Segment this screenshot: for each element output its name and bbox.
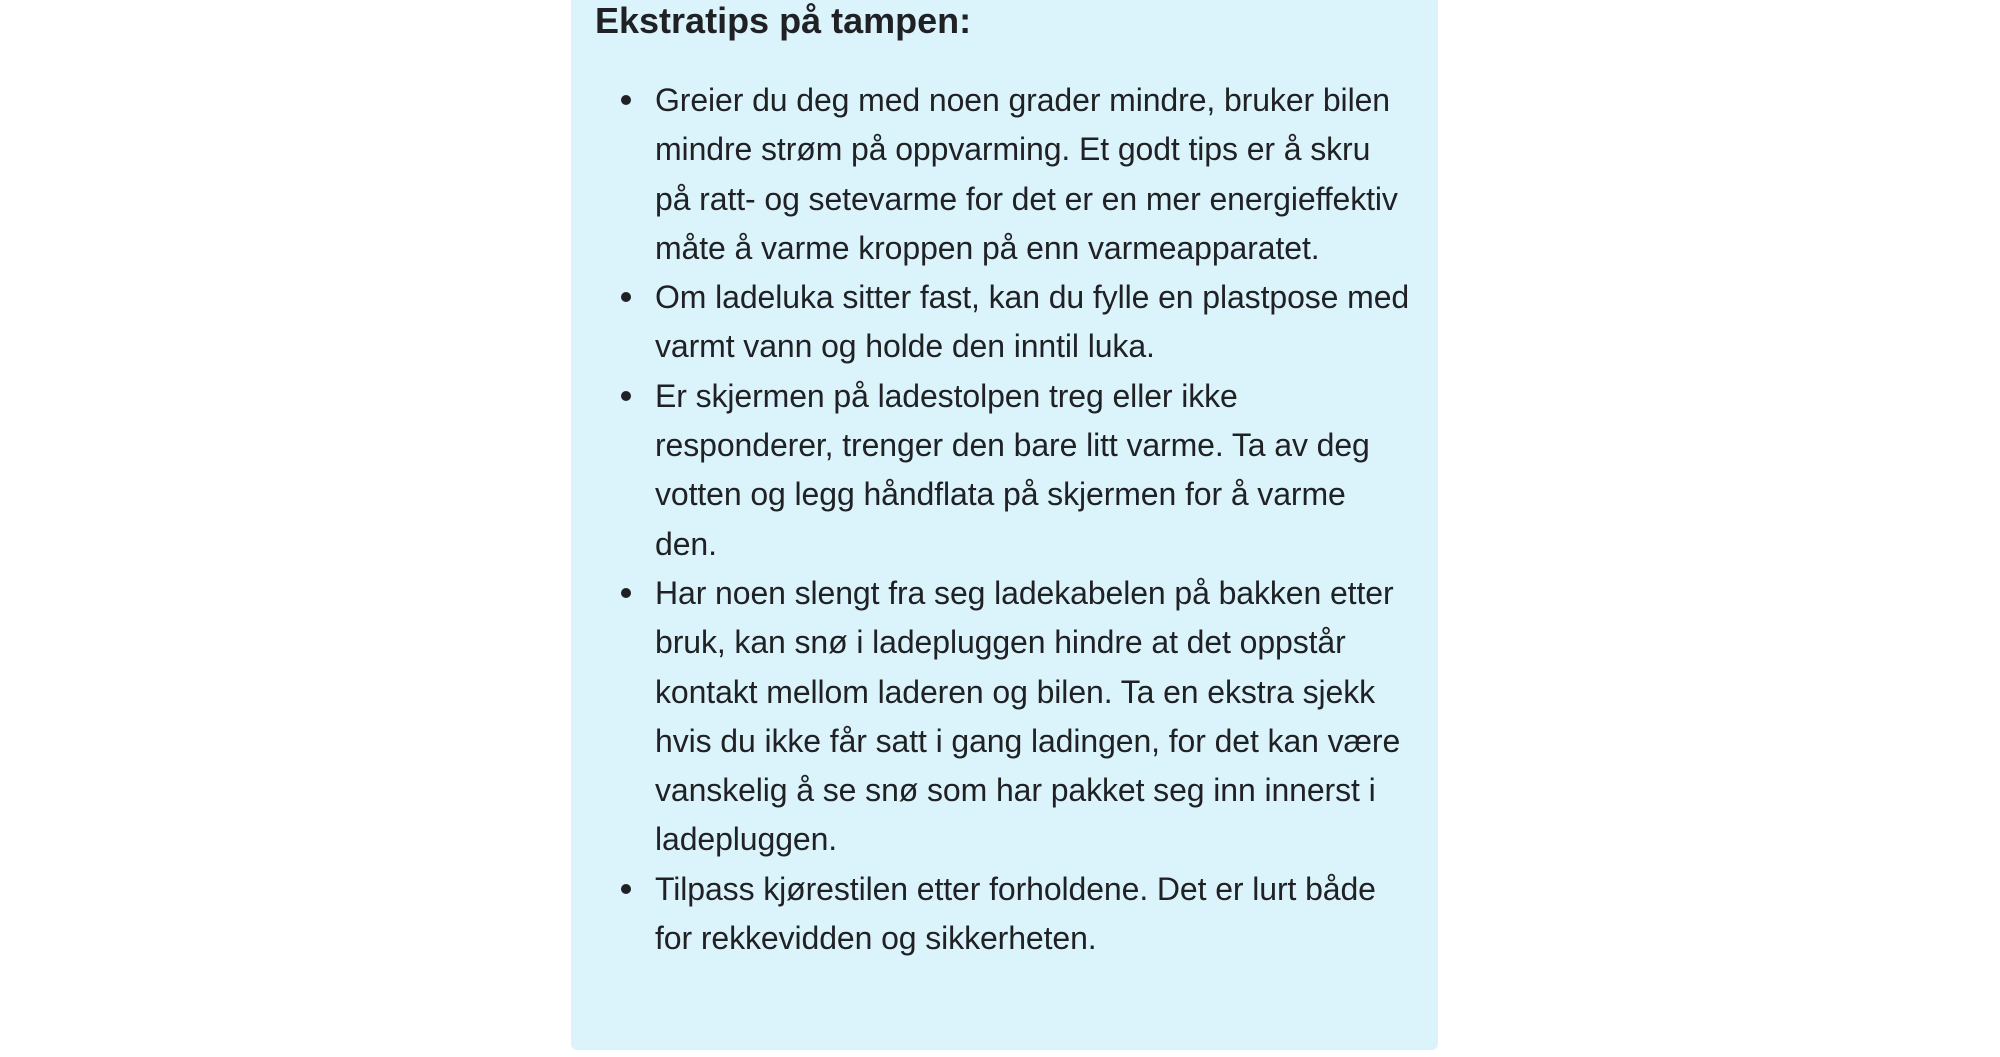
tips-heading: Ekstratips på tampen: bbox=[595, 0, 972, 41]
tip-item bbox=[655, 865, 1414, 964]
tip-item bbox=[655, 76, 1414, 273]
bullet-icon bbox=[621, 292, 631, 302]
tip-item bbox=[655, 569, 1414, 865]
tip-text: Om ladeluka sitter fast, kan du fylle en plastpose med varmt vann og holde den inntil luka. bbox=[655, 279, 1410, 365]
tip-text: Tilpass kjørestilen etter forholdene. Det er lurt både for rekkevidden og sikkerheten. bbox=[655, 870, 1376, 957]
tip-item bbox=[655, 273, 1414, 372]
bullet-icon bbox=[621, 588, 631, 598]
tip-item bbox=[655, 372, 1414, 569]
bullet-icon bbox=[621, 391, 631, 401]
tips-list bbox=[595, 76, 1414, 963]
tips-box bbox=[571, 0, 1438, 1050]
tip-text: Greier du deg med noen grader mindre, bruker bilen mindre strøm på oppvarming. Et godt tips er å skru på ratt- og setevarme for det er en mer energieffektiv måte å varme kroppen på enn varmeapparatet. bbox=[655, 82, 1398, 266]
tip-text: Har noen slengt fra seg ladekabelen på bakken etter bruk, kan snø i ladepluggen hindre at det oppstår kontakt mellom laderen og bilen. Ta en ekstra sjekk hvis du ikke får satt i gang ladingen, for det kan være vanskelig å se snø som har pakket seg inn innerst i ladepluggen. bbox=[655, 574, 1401, 858]
bullet-icon bbox=[621, 884, 631, 894]
tip-text: Er skjermen på ladestolpen treg eller ikke responderer, trenger den bare litt varme. Ta av deg votten og legg håndflata på skjermen for å varme den. bbox=[655, 377, 1370, 562]
bullet-icon bbox=[621, 95, 631, 105]
